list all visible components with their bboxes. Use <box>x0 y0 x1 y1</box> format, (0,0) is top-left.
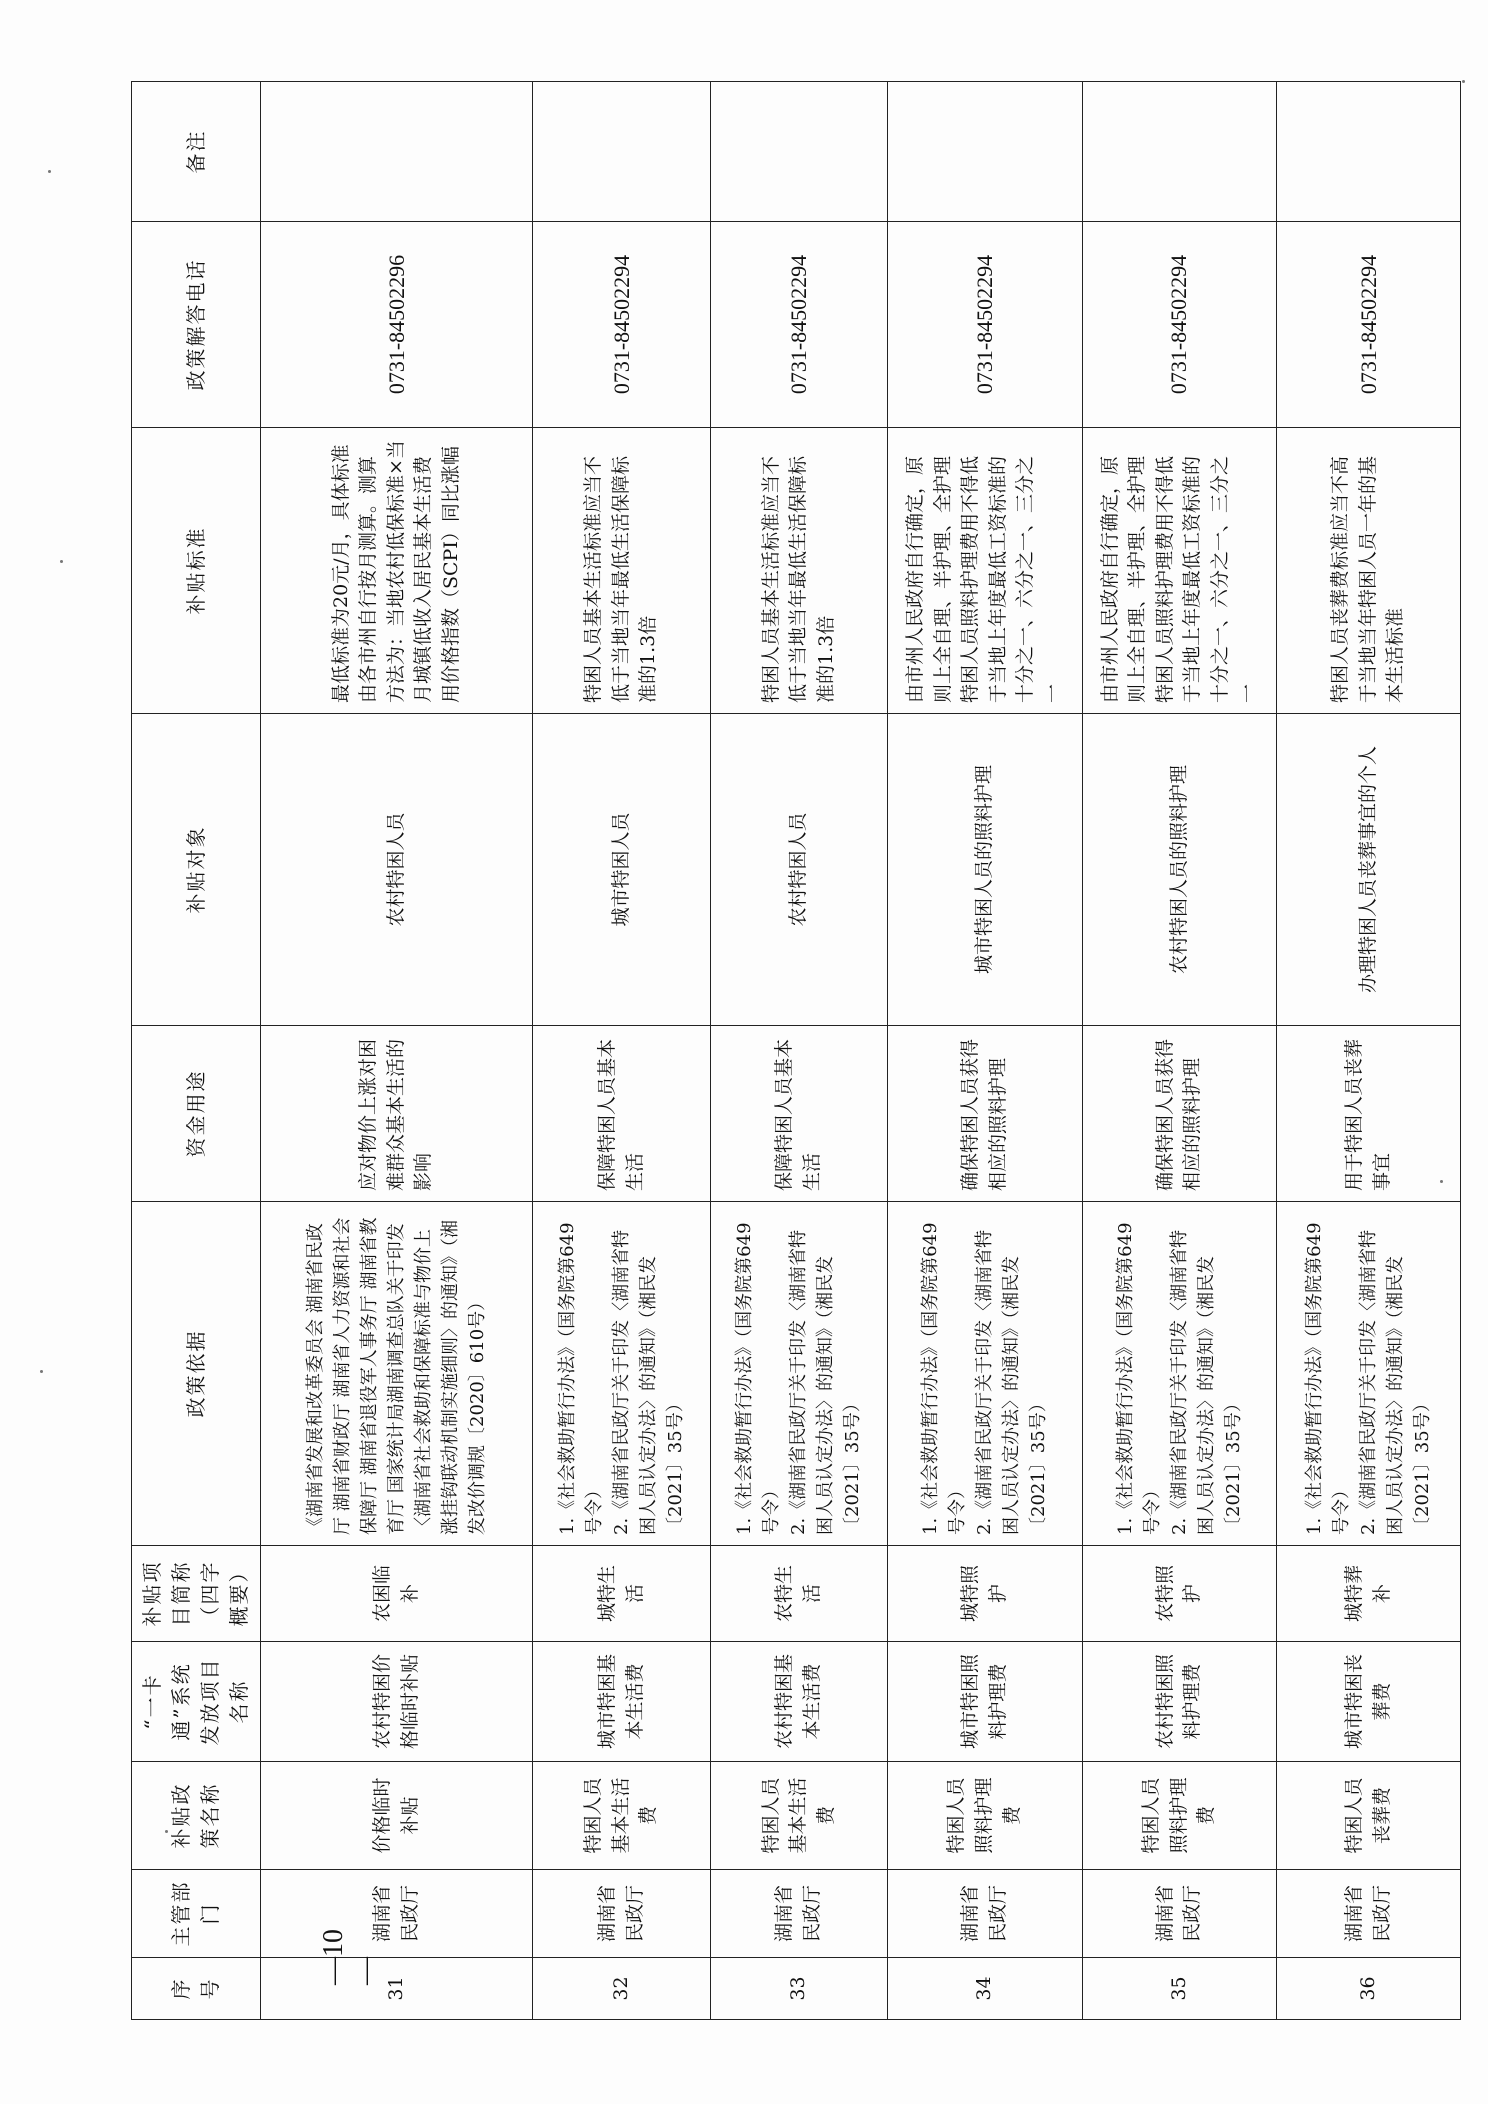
cell-short-name: 城特照护 <box>888 1546 1083 1642</box>
header-policy-name: 补贴政策名称 <box>132 1762 261 1870</box>
table-row <box>888 82 1083 2020</box>
cell-phone: 0731-84502294 <box>533 222 710 428</box>
header-dept: 主管部门 <box>132 1870 261 1958</box>
basis-line: 2.《湖南省民政厅关于印发〈湖南省特困人员认定办法〉的通知》（湘民发〔2021〕35号） <box>788 1229 864 1535</box>
cell-standard: 由市州人民政府自行确定，原则上全自理、半护理、全护理特困人员照料护理费用不得低于当地上年度最低工资标准的十分之一、六分之一、三分之一 <box>1082 428 1277 714</box>
cell-standard: 特困人员丧葬费标准应当不高于当地当年特困人员一年的基本生活标准 <box>1277 428 1461 714</box>
cell-dept: 湖南省民政厅 <box>888 1870 1083 1958</box>
cell-dept: 湖南省民政厅 <box>1277 1870 1461 1958</box>
basis-line: 《湖南省发展和改革委员会 湖南省民政厅 湖南省财政厅 湖南省人力资源和社会保障厅 湖南省退役军人事务厅 湖南省教育厅 国家统计局湖南调查总队关于印发〈湖南省社会救助和保障标准与物价上涨挂钩联动机制实施细则〉的通知》（湘发改价调规〔2020〕610号） <box>305 1217 489 1535</box>
header-no: 序号 <box>132 1958 261 2020</box>
header-standard: 补贴标准 <box>132 428 261 714</box>
basis-line: 1.《社会救助暂行办法》（国务院第649号令） <box>557 1222 606 1535</box>
cell-target: 农村特困人员 <box>710 714 887 1026</box>
cell-card-item: 农村特困照料护理费 <box>1082 1642 1277 1762</box>
cell-note <box>710 82 887 222</box>
cell-dept: 湖南省民政厅 <box>1082 1870 1277 1958</box>
cell-target: 农村特困人员的照料护理 <box>1082 714 1277 1026</box>
cell-no: 32 <box>533 1958 710 2020</box>
cell-use: 确保特困人员获得相应的照料护理 <box>888 1026 1083 1202</box>
cell-basis <box>710 1202 887 1546</box>
cell-use: 应对物价上涨对困难群众基本生活的影响 <box>261 1026 533 1202</box>
cell-phone: 0731-84502294 <box>1277 222 1461 428</box>
cell-basis <box>1277 1202 1461 1546</box>
header-note: 备注 <box>132 82 261 222</box>
header-basis: 政策依据 <box>132 1202 261 1546</box>
table-row <box>1082 82 1277 2020</box>
cell-no: 33 <box>710 1958 887 2020</box>
table-row <box>710 82 887 2020</box>
cell-target: 城市特困人员 <box>533 714 710 1026</box>
basis-line: 2.《湖南省民政厅关于印发〈湖南省特困人员认定办法〉的通知》（湘民发〔2021〕35号） <box>1358 1229 1434 1535</box>
table-row <box>1277 82 1461 2020</box>
cell-no: 36 <box>1277 1958 1461 2020</box>
cell-standard: 特困人员基本生活标准应当不低于当地当年最低生活保障标准的1.3倍 <box>533 428 710 714</box>
basis-line: 1.《社会救助暂行办法》（国务院第649号令） <box>920 1222 969 1535</box>
cell-standard: 最低标准为20元/月，具体标准由各市州自行按月测算。测算方法为：当地农村低保标准×当月城镇低收入居民基本生活费用价格指数（SCPI）同比涨幅 <box>261 428 533 714</box>
cell-policy-name: 特困人员基本生活费 <box>533 1762 710 1870</box>
cell-target: 办理特困人员丧葬事宜的个人 <box>1277 714 1461 1026</box>
cell-note <box>1277 82 1461 222</box>
cell-dept: 湖南省民政厅 <box>261 1870 533 1958</box>
basis-line: 1.《社会救助暂行办法》（国务院第649号令） <box>1304 1222 1353 1535</box>
cell-use: 保障特困人员基本生活 <box>533 1026 710 1202</box>
cell-no: 35 <box>1082 1958 1277 2020</box>
cell-short-name: 农困临补 <box>261 1546 533 1642</box>
scan-speck <box>48 170 51 173</box>
cell-short-name: 农特生活 <box>710 1546 887 1642</box>
scan-speck <box>1440 1180 1443 1183</box>
basis-line: 2.《湖南省民政厅关于印发〈湖南省特困人员认定办法〉的通知》（湘民发〔2021〕35号） <box>611 1229 687 1535</box>
scan-speck <box>40 1370 43 1373</box>
table-row <box>261 82 533 2020</box>
cell-note <box>533 82 710 222</box>
scan-speck <box>165 1830 168 1833</box>
table-row <box>533 82 710 2020</box>
cell-phone: 0731-84502294 <box>888 222 1083 428</box>
cell-no: 34 <box>888 1958 1083 2020</box>
cell-card-item: 城市特困基本生活费 <box>533 1642 710 1762</box>
cell-basis <box>261 1202 533 1546</box>
cell-standard: 特困人员基本生活标准应当不低于当地当年最低生活保障标准的1.3倍 <box>710 428 887 714</box>
cell-standard: 由市州人民政府自行确定，原则上全自理、半护理、全护理特困人员照料护理费用不得低于当地上年度最低工资标准的十分之一、六分之一、三分之一 <box>888 428 1083 714</box>
cell-target: 城市特困人员的照料护理 <box>888 714 1083 1026</box>
scan-speck <box>60 560 63 563</box>
header-short-name: 补贴项目简称（四字概要） <box>132 1546 261 1642</box>
cell-card-item: 城市特困照料护理费 <box>888 1642 1083 1762</box>
cell-card-item: 农村特困价格临时补贴 <box>261 1642 533 1762</box>
cell-target: 农村特困人员 <box>261 714 533 1026</box>
scan-speck <box>1462 80 1465 83</box>
page-number: —10— <box>318 1929 381 1985</box>
cell-no: 31 <box>261 1958 533 2020</box>
cell-dept: 湖南省民政厅 <box>533 1870 710 1958</box>
cell-short-name: 农特照护 <box>1082 1546 1277 1642</box>
subsidy-table-rotated <box>131 82 1461 2020</box>
basis-line: 2.《湖南省民政厅关于印发〈湖南省特困人员认定办法〉的通知》（湘民发〔2021〕35号） <box>974 1229 1050 1535</box>
cell-note <box>1082 82 1277 222</box>
header-card-item: “一卡通”系统发放项目名称 <box>132 1642 261 1762</box>
header-phone: 政策解答电话 <box>132 222 261 428</box>
cell-policy-name: 特困人员丧葬费 <box>1277 1762 1461 1870</box>
cell-phone: 0731-84502296 <box>261 222 533 428</box>
cell-short-name: 城特生活 <box>533 1546 710 1642</box>
cell-basis <box>1082 1202 1277 1546</box>
cell-note <box>888 82 1083 222</box>
cell-use: 保障特困人员基本生活 <box>710 1026 887 1202</box>
cell-policy-name: 特困人员基本生活费 <box>710 1762 887 1870</box>
cell-use: 用于特困人员丧葬事宜 <box>1277 1026 1461 1202</box>
header-use: 资金用途 <box>132 1026 261 1202</box>
cell-phone: 0731-84502294 <box>1082 222 1277 428</box>
subsidy-policy-table <box>131 81 1461 2020</box>
cell-basis <box>888 1202 1083 1546</box>
cell-basis <box>533 1202 710 1546</box>
cell-phone: 0731-84502294 <box>710 222 887 428</box>
basis-line: 2.《湖南省民政厅关于印发〈湖南省特困人员认定办法〉的通知》（湘民发〔2021〕35号） <box>1168 1229 1244 1535</box>
cell-policy-name: 特困人员照料护理费 <box>1082 1762 1277 1870</box>
cell-policy-name: 价格临时补贴 <box>261 1762 533 1870</box>
table-header-row <box>132 82 261 2020</box>
cell-card-item: 农村特困基本生活费 <box>710 1642 887 1762</box>
cell-policy-name: 特困人员照料护理费 <box>888 1762 1083 1870</box>
cell-use: 确保特困人员获得相应的照料护理 <box>1082 1026 1277 1202</box>
cell-card-item: 城市特困丧葬费 <box>1277 1642 1461 1762</box>
cell-dept: 湖南省民政厅 <box>710 1870 887 1958</box>
basis-line: 1.《社会救助暂行办法》（国务院第649号令） <box>1114 1222 1163 1535</box>
cell-short-name: 城特葬补 <box>1277 1546 1461 1642</box>
basis-line: 1.《社会救助暂行办法》（国务院第649号令） <box>734 1222 783 1535</box>
header-target: 补贴对象 <box>132 714 261 1026</box>
cell-note <box>261 82 533 222</box>
